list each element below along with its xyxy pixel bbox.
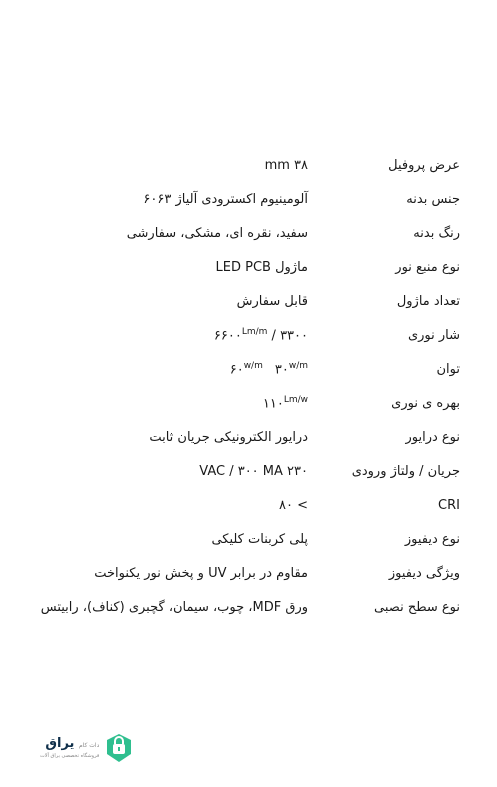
spec-label: تعداد ماژول [396, 293, 460, 309]
spec-label: CRI [438, 497, 460, 513]
spec-table [20, 148, 460, 624]
power-unit-a: w/m [288, 360, 308, 371]
spec-row-body-color [20, 216, 460, 250]
flux-unit: Lm/m [241, 326, 268, 337]
spec-row-body-material [20, 182, 460, 216]
spec-value: درایور الکترونیکی جریان ثابت [149, 429, 308, 445]
spec-value [20, 395, 332, 411]
spec-label: عرض پروفیل [388, 157, 460, 173]
spec-row-efficacy [20, 386, 460, 420]
spec-value: ورق MDF، چوب، سیمان، گچبری (کناف)، رابیتس [40, 599, 308, 615]
power-value-a: ۳۰ [274, 362, 289, 378]
spec-value [20, 327, 332, 343]
spec-row-profile-width [20, 148, 460, 182]
spec-label: نوع درایور [405, 429, 460, 445]
spec-value: پلی کربنات کلیکی [211, 531, 308, 547]
logo-brand-name: یراق [45, 735, 75, 751]
spec-value: ۲۳۰ VAC / ۳۰۰ MA [199, 463, 308, 479]
lock-shield-icon [103, 732, 135, 764]
efficacy-unit: Lm/w [283, 394, 308, 405]
spec-row-module-count [20, 284, 460, 318]
power-unit-b: w/m [243, 360, 263, 371]
spec-label: توان [436, 361, 460, 377]
spec-row-mounting-surface [20, 590, 460, 624]
spec-row-power [20, 352, 460, 386]
logo-brand [40, 737, 99, 753]
spec-label: ویژگی دیفیوز [388, 565, 460, 581]
spec-label: نوع سطح نصبی [374, 599, 460, 615]
spec-label: شار نوری [407, 327, 460, 343]
spec-value: ماژول LED PCB [215, 259, 308, 275]
spec-row-diffuser-feature [20, 556, 460, 590]
flux-value: ۳۳۰۰ / ۶۶۰۰ [213, 328, 308, 344]
spec-label: رنگ بدنه [413, 225, 460, 241]
spec-value: سفید، نقره ای، مشکی، سفارشی [126, 225, 308, 241]
spec-label: جنس بدنه [406, 191, 460, 207]
spec-value: > ۸۰ [279, 497, 308, 513]
spec-row-light-source [20, 250, 460, 284]
logo-text [40, 737, 99, 760]
brand-logo [40, 728, 150, 768]
spec-row-luminous-flux [20, 318, 460, 352]
spec-value: قابل سفارش [236, 293, 308, 309]
spec-label: جریان / ولتاژ ورودی [351, 463, 460, 479]
spec-label: نوع دیفیوز [404, 531, 460, 547]
spec-row-cri [20, 488, 460, 522]
spec-row-driver [20, 420, 460, 454]
spec-value: مقاوم در برابر UV و پخش نور یکنواخت [94, 565, 308, 581]
spec-label: بهره ی نوری [391, 395, 460, 411]
spec-value: ۳۸ mm [264, 157, 308, 173]
logo-tagline: فروشگاه تخصصی یراق آلات [40, 752, 100, 759]
power-value-b: ۶۰ [229, 362, 244, 378]
spec-label: نوع منبع نور [395, 259, 460, 275]
spec-value: آلومینیوم اکسترودی آلیاژ ۶۰۶۳ [143, 191, 308, 207]
spec-value [20, 361, 332, 377]
logo-brand-suffix: دات کام [78, 741, 100, 749]
spec-row-input [20, 454, 460, 488]
efficacy-value: ۱۱۰ [262, 396, 284, 412]
spec-row-diffuser-type [20, 522, 460, 556]
